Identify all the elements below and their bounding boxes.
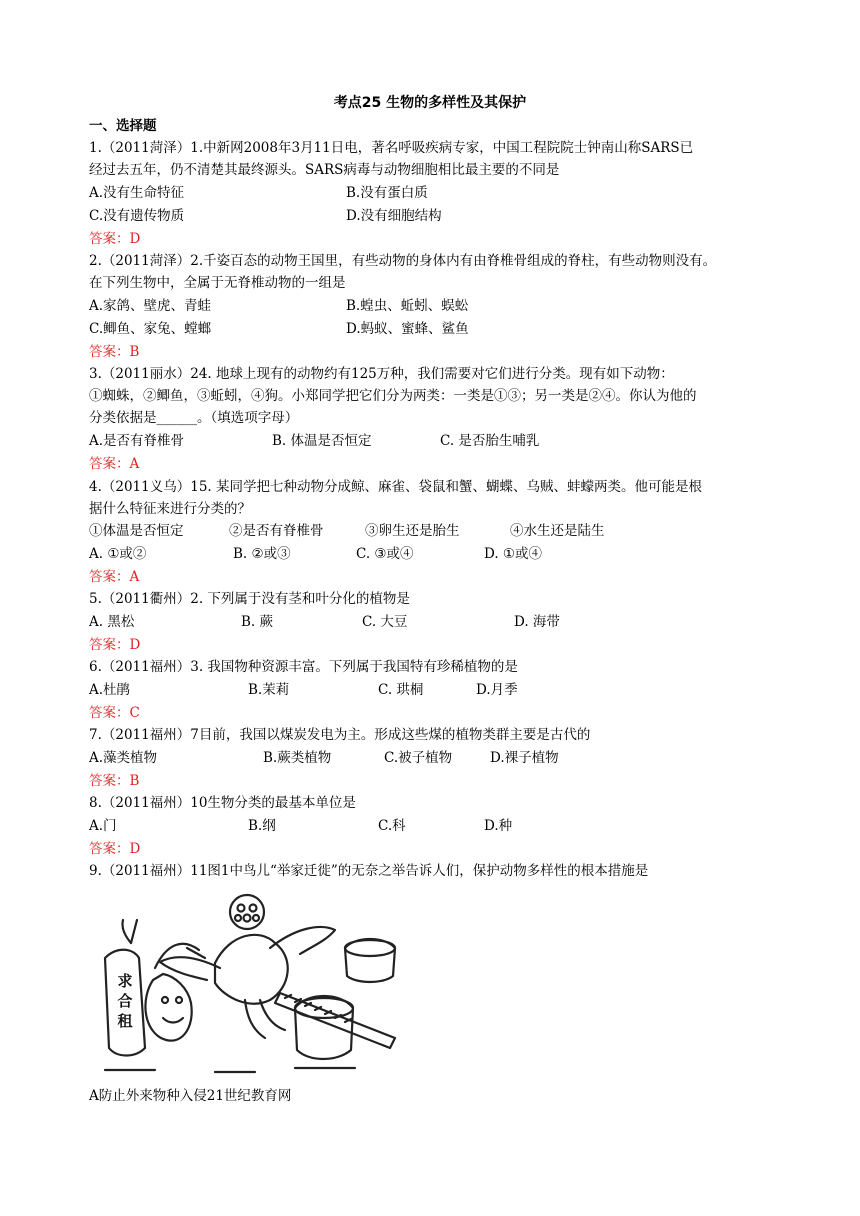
q3-stem-line2: ①蜘蛛，②鲫鱼，③蚯蚓，④狗。小郑同学把它们分为两类：一类是①③；另一类是②④。你认为他的 <box>89 388 697 404</box>
q7-option-d: D.裸子植物 <box>490 750 559 766</box>
q2-option-a: A.家鸽、壁虎、青蛙 <box>89 298 212 314</box>
q9-stem-line1: 9.（2011福州）11图1中鸟儿“举家迁徙”的无奈之举告诉人们，保护动物多样性的根本措施是 <box>89 863 649 879</box>
q2-answer: 答案：B <box>89 344 140 360</box>
section-heading: 一、选择题 <box>89 118 157 134</box>
q5-option-c: C. 大豆 <box>362 614 408 630</box>
q8-stem-line1: 8.（2011福州）10生物分类的最基本单位是 <box>89 795 356 811</box>
q1-option-a: A.没有生命特征 <box>89 185 185 201</box>
q5-stem-line1: 5.（2011衢州）2. 下列属于没有茎和叶分化的植物是 <box>89 591 410 607</box>
q3-option-a: A.是否有脊椎骨 <box>89 433 185 449</box>
q1-option-c: C.没有遗传物质 <box>89 208 185 224</box>
q6-option-d: D.月季 <box>476 682 518 698</box>
q3-option-c: C. 是否胎生哺乳 <box>440 433 540 449</box>
q3-option-b: B. 体温是否恒定 <box>272 433 372 449</box>
q4-feature-3: ③卵生还是胎生 <box>365 523 460 539</box>
q6-option-c: C. 珙桐 <box>378 682 424 698</box>
q4-option-d: D. ①或④ <box>484 546 543 562</box>
q5-option-d: D. 海带 <box>514 614 560 630</box>
q5-answer: 答案：D <box>89 637 141 653</box>
q3-stem-line1: 3.（2011丽水）24. 地球上现有的动物约有125万种，我们需要对它们进行分类。现有如下动物： <box>89 366 674 382</box>
q8-answer: 答案：D <box>89 841 141 857</box>
q1-option-b: B.没有蛋白质 <box>346 185 428 201</box>
q1-stem-line1: 1.（2011菏泽）1.中新网2008年3月11日电，著名呼吸疾病专家，中国工程院院士钟南山称SARS已 <box>89 140 694 156</box>
q1-answer: 答案：D <box>89 231 141 247</box>
q4-option-a: A. ①或② <box>89 546 147 562</box>
q3-answer: 答案：A <box>89 456 140 472</box>
q5-option-b: B. 蕨 <box>241 614 274 630</box>
q4-feature-2: ②是否有脊椎骨 <box>229 523 324 539</box>
page-title: 考点25 生物的多样性及其保护 <box>333 95 527 111</box>
q4-feature-1: ①体温是否恒定 <box>89 523 184 539</box>
q6-answer: 答案：C <box>89 705 140 721</box>
q6-option-a: A.杜鹃 <box>89 682 131 698</box>
q4-answer: 答案：A <box>89 569 140 585</box>
q4-stem-line1: 4.（2011义乌）15. 某同学把七种动物分成鲸、麻雀、袋鼠和蟹、蝴蝶、乌贼、蚌蠓两类。他可能是根 <box>89 479 702 495</box>
q4-feature-4: ④水生还是陆生 <box>510 523 605 539</box>
q4-stem-line2: 据什么特征来进行分类的？ <box>89 501 251 517</box>
q8-option-d: D.种 <box>484 818 513 834</box>
sign-text: 求合租 <box>117 972 133 1030</box>
q6-stem-line1: 6.（2011福州）3. 我国物种资源丰富。下列属于我国特有珍稀植物的是 <box>89 659 518 675</box>
q8-option-c: C.科 <box>378 818 406 834</box>
q7-answer: 答案：B <box>89 773 140 789</box>
q2-option-d: D.蚂蚁、蜜蜂、鲨鱼 <box>346 321 469 337</box>
q5-option-a: A. 黑松 <box>89 614 135 630</box>
q1-option-d: D.没有细胞结构 <box>346 208 442 224</box>
q2-stem-line1: 2.（2011菏泽）2.千姿百态的动物王国里，有些动物的身体内有由脊椎骨组成的脊柱，有些动物则没有。 <box>89 253 717 269</box>
q7-stem-line1: 7.（2011福州）7目前，我国以煤炭发电为主。形成这些煤的植物类群主要是古代的 <box>89 727 591 743</box>
q2-option-c: C.鲫鱼、家兔、螳螂 <box>89 321 212 337</box>
q7-option-a: A.藻类植物 <box>89 750 158 766</box>
q2-stem-line2: 在下列生物中，全属于无脊椎动物的一组是 <box>89 275 346 291</box>
q7-option-c: C.被子植物 <box>384 750 453 766</box>
q7-option-b: B.蕨类植物 <box>263 750 332 766</box>
q1-stem-line2: 经过去五年，仍不清楚其最终源头。SARS病毒与动物细胞相比最主要的不同是 <box>89 162 560 178</box>
q4-option-c: C. ③或④ <box>356 546 414 562</box>
q2-option-b: B.蝗虫、蚯蚓、蜈蚣 <box>346 298 469 314</box>
q4-option-b: B. ②或③ <box>233 546 291 562</box>
q8-option-b: B.纲 <box>248 818 276 834</box>
q3-stem-line3: 分类依据是______。（填选项字母） <box>89 410 299 426</box>
q8-option-a: A.门 <box>89 818 117 834</box>
cartoon-illustration <box>95 888 415 1078</box>
q9-option-a: A防止外来物种入侵21世纪教育网 <box>89 1088 292 1104</box>
q6-option-b: B.茉莉 <box>248 682 290 698</box>
